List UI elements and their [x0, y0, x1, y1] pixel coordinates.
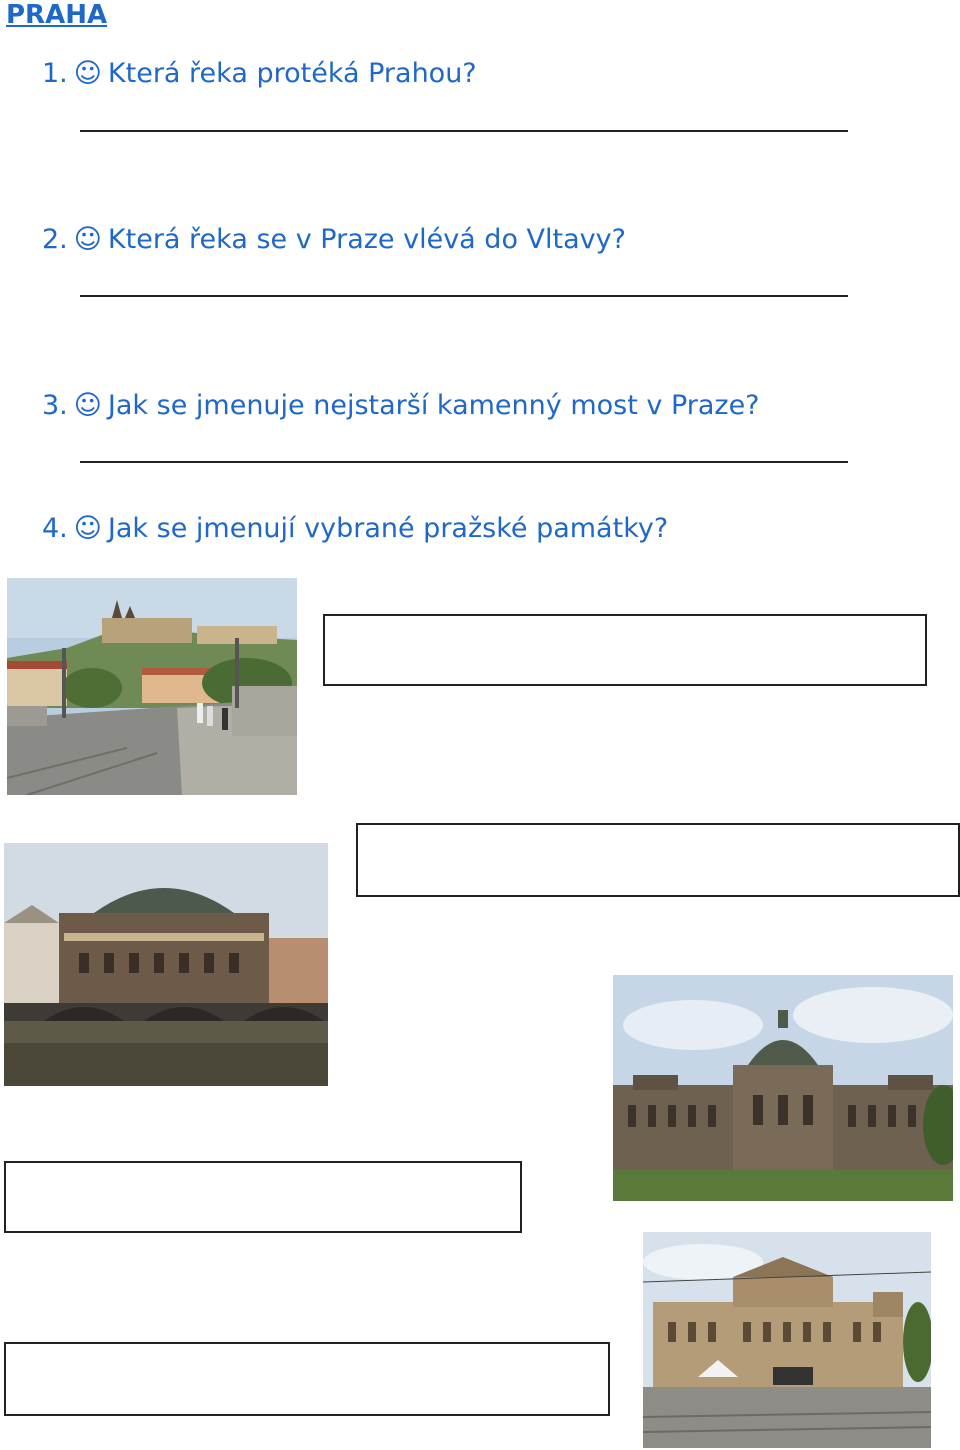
question-number: 3.: [42, 390, 68, 421]
photo-national-theatre: [4, 843, 328, 1086]
question-3: [42, 390, 760, 421]
question-text: Která řeka protéká Prahou?: [107, 58, 477, 89]
answer-box-1[interactable]: [323, 614, 927, 686]
photo-prague-castle: [7, 578, 297, 795]
answer-box-2[interactable]: [356, 823, 960, 897]
smiley-icon: ☺: [73, 224, 102, 255]
answer-box-3[interactable]: [4, 1161, 522, 1233]
answer-box-4[interactable]: [4, 1342, 610, 1416]
smiley-icon: ☺: [73, 58, 102, 89]
photo-rudolfinum: [643, 1232, 931, 1448]
question-number: 1.: [42, 58, 68, 89]
answer-line-3[interactable]: [80, 461, 848, 463]
answer-line-2[interactable]: [80, 295, 848, 297]
question-number: 2.: [42, 224, 68, 255]
photo-national-museum: [613, 975, 953, 1201]
question-text: Jak se jmenuje nejstarší kamenný most v Praze?: [107, 390, 760, 421]
page-title: PRAHA: [6, 0, 108, 30]
smiley-icon: ☺: [73, 390, 102, 421]
question-text: Jak se jmenují vybrané pražské památky?: [107, 513, 669, 544]
question-text: Která řeka se v Praze vlévá do Vltavy?: [107, 224, 626, 255]
answer-line-1[interactable]: [80, 130, 848, 132]
question-4: [42, 513, 668, 544]
question-number: 4.: [42, 513, 68, 544]
question-1: [42, 58, 477, 89]
question-2: [42, 224, 626, 255]
smiley-icon: ☺: [73, 513, 102, 544]
